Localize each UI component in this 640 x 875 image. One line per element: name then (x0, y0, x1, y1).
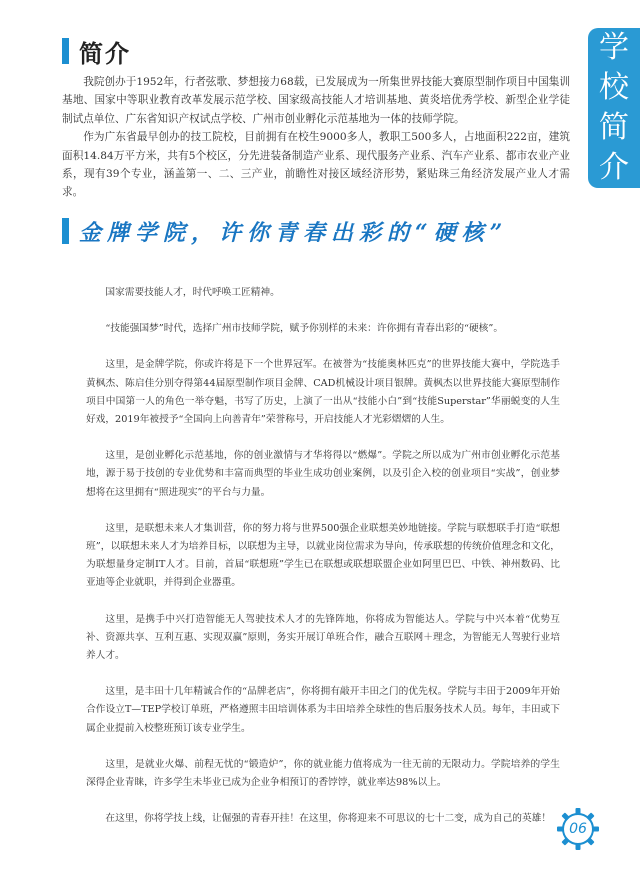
page-number-badge (555, 806, 601, 852)
section2-body (86, 284, 560, 846)
body-paragraph: 在这里，你将学技上线，让倔强的青春开挂！在这里，你将迎来不可思议的七十二变，成为自己的英雄！ (105, 813, 552, 825)
body-paragraph: 这里，是丰田十几年精诚合作的“品牌老店”，你将拥有敲开丰田之门的优先权。学院与丰田于2009年开始合作设立T—TEP学校订单班，严格遵照丰田培训体系为丰田培养全球性的售后服务技术人员。每年，丰田或下属企业提前入校整班预订该专业学生。 (86, 686, 560, 734)
body-paragraph: 这里，是就业火爆、前程无忧的“锻造炉”，你的就业能力值将成为一往无前的无限动力。学院培养的学生深得企业青睐，许多学生未毕业已成为企业争相预订的香饽饽，就业率达98%以上。 (86, 758, 560, 789)
side-tab-char: 学 (599, 30, 629, 65)
section1-intro (62, 73, 570, 202)
intro-paragraph: 我院创办于1952年，行者弦歌、梦想接力68载，已发展成为一所集世界技能大赛原型制作项目中国集训基地、国家中等职业教育改革发展示范学校、国家级高技能人才培训基地、黄炎培优秀学校、新型企业学徒制试点单位、广东省知识产权试点学校、广州市创业孵化示范基地为一体的技师学院。 (62, 76, 570, 125)
heading-accent-bar (62, 218, 69, 244)
body-paragraph: 国家需要技能人才，时代呼唤工匠精神。 (105, 287, 280, 298)
section2-heading (62, 218, 508, 244)
heading-accent-bar (62, 38, 69, 64)
side-tab-char: 简 (599, 110, 629, 145)
body-paragraph: 这里，是携手中兴打造智能无人驾驶技术人才的先锋阵地，你将成为智能达人。学院与中兴本着“优势互补、资源共享、互利互惠、实现双赢”原则，务实开展订单班合作，融合互联网＋理念，为智能无人驾驶行业培养人才。 (86, 613, 560, 662)
side-tab-char: 介 (599, 150, 629, 185)
section1-title: 简介 (79, 39, 131, 68)
body-paragraph: 这里，是金牌学院，你或许将是下一个世界冠军。在被誉为“技能奥林匹克”的世界技能大赛中，学院选手黄枫杰、陈启佳分别夺得第44届原型制作项目金牌、CAD机械设计项目银牌。黄枫杰以世界技能大赛原型制作项目中国第一人的角色一举夺魁，书写了历史，上演了一出从“技能小白”到“技能Superstar”华丽蜕变的人生好戏，2019年被授予“全国向上向善青年”荣誉称号，开启技能人才光彩熠熠的人生。 (86, 359, 560, 426)
section1-heading (62, 38, 131, 68)
body-paragraph: 这里，是联想未来人才集训营，你的努力将与世界500强企业联想美妙地链接。学院与联想联手打造“联想班”，以联想未来人才为培养目标，以联想为主导，以就业岗位需求为导向，传承联想的传统价值理念和文化，为联想量身定制IT人才。目前，首届“联想班”学生已在联想或联想联盟企业如阿里巴巴、中铁、神州数码、比亚迪等企业就职，并得到企业器重。 (86, 522, 560, 589)
side-tab-char: 校 (599, 70, 629, 105)
page-number: 06 (569, 821, 587, 837)
body-paragraph: “技能强国梦”时代，选择广州市技师学院，赋予你别样的未来：许你拥有青春出彩的“硬核”。 (105, 323, 504, 335)
side-tab-school-intro (588, 28, 640, 188)
section2-title: 金牌学院，许你青春出彩的“硬核” (79, 219, 509, 246)
intro-paragraph: 作为广东省最早创办的技工院校，目前拥有在校生9000多人，教职工500多人，占地面积222亩，建筑面积14.84万平方米，共有5个校区，分先进装备制造产业系、现代服务产业系、汽车产业系、都市农业产业系，现有39个专业，涵盖第一、二、三产业，前瞻性对接区域经济形势，紧贴珠三角经济发展产业人才需求。 (62, 131, 570, 199)
body-paragraph: 这里，是创业孵化示范基地，你的创业激情与才华将得以“燃爆”。学院之所以成为广州市创业孵化示范基地，源于易于技创的专业优势和丰富而典型的毕业生成功创业案例，以及引企入校的创业项目“实战”，创业梦想将在这里拥有“照进现实”的平台与力量。 (86, 450, 560, 498)
